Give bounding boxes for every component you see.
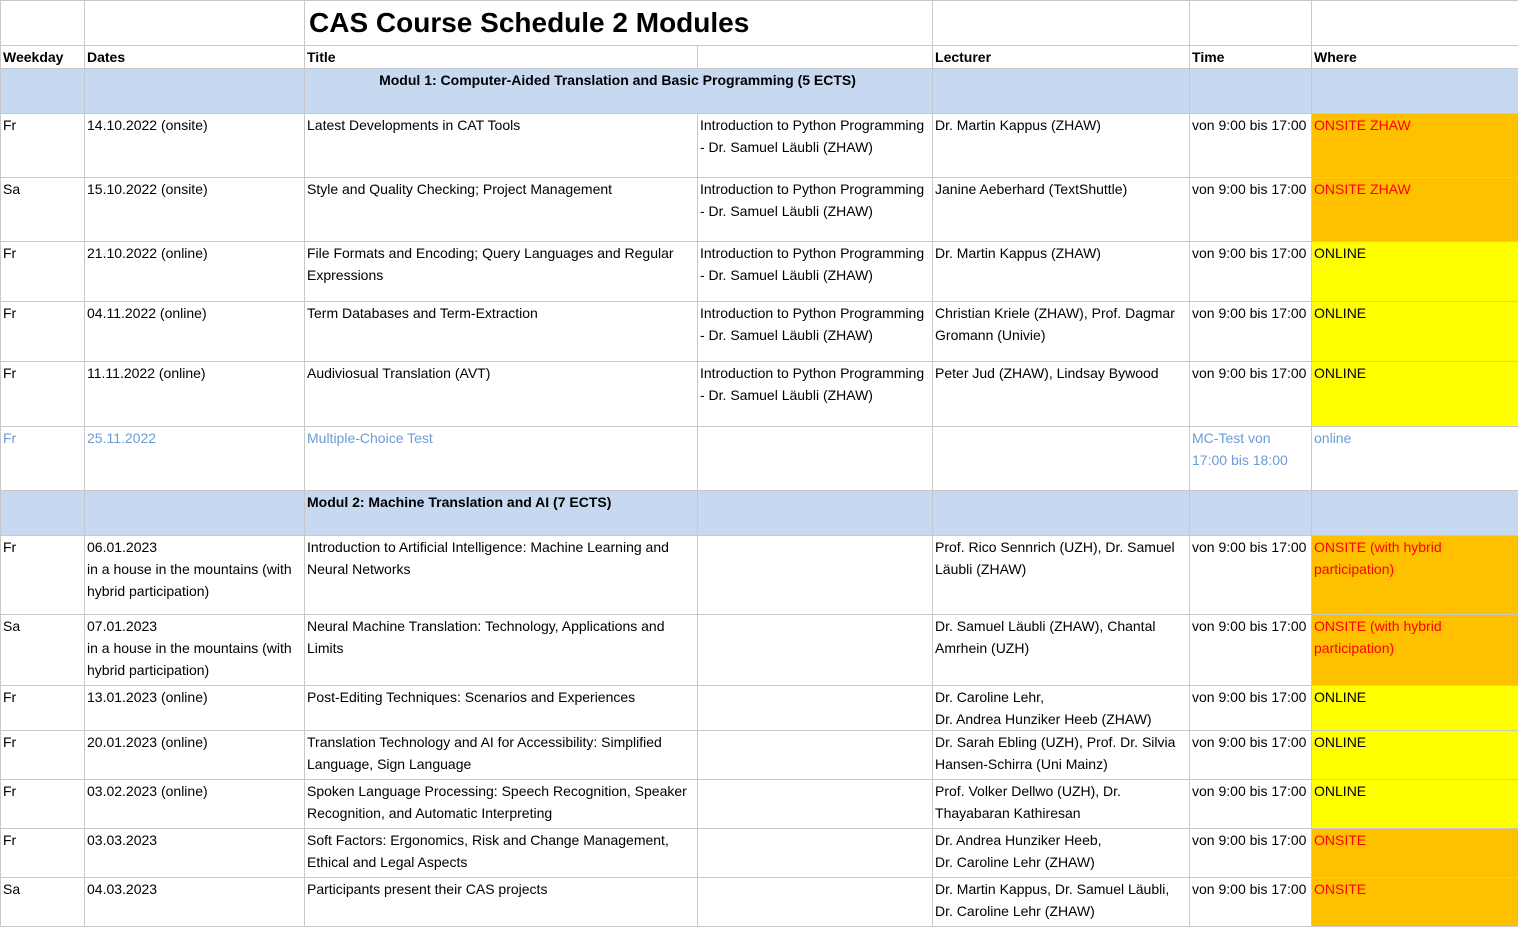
lecturer-cell[interactable] — [933, 427, 1190, 491]
title-row — [1, 1, 1518, 46]
title-cell[interactable]: Term Databases and Term-Extraction — [305, 302, 698, 362]
cell[interactable] — [1, 69, 85, 114]
where-cell[interactable]: ONLINE — [1312, 780, 1518, 829]
weekday-cell[interactable]: Fr — [1, 731, 85, 780]
title-cell[interactable]: Multiple-Choice Test — [305, 427, 698, 491]
lecturer-cell[interactable]: Peter Jud (ZHAW), Lindsay Bywood — [933, 362, 1190, 427]
sheet-title[interactable]: CAS Course Schedule 2 Modules — [305, 1, 933, 46]
cell[interactable] — [1312, 491, 1518, 536]
dates-cell[interactable]: 11.11.2022 (online) — [85, 362, 305, 427]
header-lecturer[interactable]: Lecturer — [933, 46, 1190, 69]
table-row — [1, 731, 1518, 780]
dates-cell[interactable]: 04.03.2023 — [85, 878, 305, 927]
dates-cell[interactable]: 07.01.2023 in a house in the mountains (with hybrid participation) — [85, 615, 305, 686]
dates-cell[interactable]: 25.11.2022 — [85, 427, 305, 491]
dates-cell[interactable]: 13.01.2023 (online) — [85, 686, 305, 731]
time-cell[interactable]: von 9:00 bis 17:00 — [1190, 114, 1312, 178]
table-row — [1, 302, 1518, 362]
where-cell[interactable]: ONLINE — [1312, 362, 1518, 427]
time-cell[interactable]: von 9:00 bis 17:00 — [1190, 686, 1312, 731]
title-cell[interactable]: Participants present their CAS projects — [305, 878, 698, 927]
table-row — [1, 780, 1518, 829]
dates-cell[interactable]: 21.10.2022 (online) — [85, 242, 305, 302]
title-cell[interactable]: Neural Machine Translation: Technology, Applications and Limits — [305, 615, 698, 686]
extra-cell[interactable]: Introduction to Python Programming - Dr. Samuel Läubli (ZHAW) — [698, 178, 933, 242]
title-cell[interactable]: Introduction to Artificial Intelligence: Machine Learning and Neural Networks — [305, 536, 698, 615]
time-cell[interactable]: von 9:00 bis 17:00 — [1190, 536, 1312, 615]
time-cell[interactable]: von 9:00 bis 17:00 — [1190, 878, 1312, 927]
extra-cell[interactable] — [698, 829, 933, 878]
lecturer-cell[interactable]: Dr. Andrea Hunziker Heeb, Dr. Caroline Lehr (ZHAW) — [933, 829, 1190, 878]
where-cell[interactable]: ONSITE (with hybrid participation) — [1312, 615, 1518, 686]
where-cell[interactable]: online — [1312, 427, 1518, 491]
weekday-cell[interactable]: Fr — [1, 686, 85, 731]
table-row — [1, 686, 1518, 731]
table-row — [1, 878, 1518, 927]
where-cell[interactable]: ONSITE ZHAW — [1312, 178, 1518, 242]
time-cell[interactable]: von 9:00 bis 17:00 — [1190, 178, 1312, 242]
where-cell[interactable]: ONSITE ZHAW — [1312, 114, 1518, 178]
table-row — [1, 178, 1518, 242]
cell[interactable] — [85, 1, 305, 46]
lecturer-cell[interactable]: Prof. Rico Sennrich (UZH), Dr. Samuel Läubli (ZHAW) — [933, 536, 1190, 615]
header-weekday[interactable]: Weekday — [1, 46, 85, 69]
weekday-cell[interactable]: Fr — [1, 536, 85, 615]
cell[interactable] — [1190, 1, 1312, 46]
dates-cell[interactable]: 03.03.2023 — [85, 829, 305, 878]
header-where[interactable]: Where — [1312, 46, 1518, 69]
weekday-cell[interactable]: Sa — [1, 878, 85, 927]
weekday-cell[interactable]: Sa — [1, 178, 85, 242]
extra-cell[interactable]: Introduction to Python Programming - Dr. Samuel Läubli (ZHAW) — [698, 362, 933, 427]
cell[interactable] — [933, 491, 1190, 536]
cell[interactable] — [1, 491, 85, 536]
table-row — [1, 536, 1518, 615]
where-cell[interactable]: ONLINE — [1312, 731, 1518, 780]
title-cell[interactable]: Spoken Language Processing: Speech Recognition, Speaker Recognition, and Automatic Interpreting — [305, 780, 698, 829]
cell[interactable] — [933, 69, 1190, 114]
lecturer-cell[interactable]: Dr. Martin Kappus (ZHAW) — [933, 242, 1190, 302]
table-row — [1, 829, 1518, 878]
weekday-cell[interactable]: Sa — [1, 615, 85, 686]
weekday-cell[interactable]: Fr — [1, 114, 85, 178]
cell[interactable] — [933, 1, 1190, 46]
weekday-cell[interactable]: Fr — [1, 829, 85, 878]
title-cell[interactable]: Soft Factors: Ergonomics, Risk and Change Management, Ethical and Legal Aspects — [305, 829, 698, 878]
dates-cell[interactable]: 06.01.2023 in a house in the mountains (with hybrid participation) — [85, 536, 305, 615]
lecturer-cell[interactable]: Dr. Martin Kappus (ZHAW) — [933, 114, 1190, 178]
where-cell[interactable]: ONLINE — [1312, 302, 1518, 362]
where-cell[interactable]: ONLINE — [1312, 686, 1518, 731]
dates-cell[interactable]: 03.02.2023 (online) — [85, 780, 305, 829]
where-cell[interactable]: ONSITE — [1312, 829, 1518, 878]
cell[interactable] — [1190, 491, 1312, 536]
header-dates[interactable]: Dates — [85, 46, 305, 69]
header-extra[interactable] — [698, 46, 933, 69]
weekday-cell[interactable]: Fr — [1, 780, 85, 829]
time-cell[interactable]: von 9:00 bis 17:00 — [1190, 615, 1312, 686]
table-row — [1, 427, 1518, 491]
lecturer-cell[interactable]: Dr. Samuel Läubli (ZHAW), Chantal Amrhein (UZH) — [933, 615, 1190, 686]
extra-cell[interactable] — [698, 780, 933, 829]
time-cell[interactable]: von 9:00 bis 17:00 — [1190, 731, 1312, 780]
lecturer-cell[interactable]: Dr. Sarah Ebling (UZH), Prof. Dr. Silvia Hansen-Schirra (Uni Mainz) — [933, 731, 1190, 780]
cell[interactable] — [1312, 69, 1518, 114]
where-cell[interactable]: ONLINE — [1312, 242, 1518, 302]
time-cell[interactable]: MC-Test von 17:00 bis 18:00 — [1190, 427, 1312, 491]
weekday-cell[interactable]: Fr — [1, 242, 85, 302]
module-title[interactable]: Modul 2: Machine Translation and AI (7 ECTS) — [305, 491, 698, 536]
table-row — [1, 362, 1518, 427]
lecturer-cell[interactable]: Janine Aeberhard (TextShuttle) — [933, 178, 1190, 242]
title-cell[interactable]: Style and Quality Checking; Project Management — [305, 178, 698, 242]
extra-cell[interactable] — [698, 536, 933, 615]
time-cell[interactable]: von 9:00 bis 17:00 — [1190, 829, 1312, 878]
extra-cell[interactable] — [698, 427, 933, 491]
time-cell[interactable]: von 9:00 bis 17:00 — [1190, 242, 1312, 302]
cell[interactable] — [1312, 1, 1518, 46]
header-time[interactable]: Time — [1190, 46, 1312, 69]
table-row — [1, 615, 1518, 686]
title-cell[interactable]: File Formats and Encoding; Query Languages and Regular Expressions — [305, 242, 698, 302]
cell[interactable] — [85, 491, 305, 536]
dates-cell[interactable]: 15.10.2022 (onsite) — [85, 178, 305, 242]
cell[interactable] — [698, 491, 933, 536]
lecturer-cell[interactable]: Christian Kriele (ZHAW), Prof. Dagmar Gromann (Univie) — [933, 302, 1190, 362]
extra-cell[interactable] — [698, 878, 933, 927]
title-cell[interactable]: Post-Editing Techniques: Scenarios and Experiences — [305, 686, 698, 731]
extra-cell[interactable] — [698, 686, 933, 731]
title-cell[interactable]: Audiviosual Translation (AVT) — [305, 362, 698, 427]
weekday-cell[interactable]: Fr — [1, 362, 85, 427]
dates-cell[interactable]: 20.01.2023 (online) — [85, 731, 305, 780]
cell[interactable] — [1190, 69, 1312, 114]
time-cell[interactable]: von 9:00 bis 17:00 — [1190, 302, 1312, 362]
cell[interactable] — [1, 1, 85, 46]
header-row — [1, 46, 1518, 69]
where-cell[interactable]: ONSITE — [1312, 878, 1518, 927]
where-cell[interactable]: ONSITE (with hybrid participation) — [1312, 536, 1518, 615]
title-cell[interactable]: Translation Technology and AI for Accessibility: Simplified Language, Sign Language — [305, 731, 698, 780]
extra-cell[interactable]: Introduction to Python Programming - Dr. Samuel Läubli (ZHAW) — [698, 114, 933, 178]
weekday-cell[interactable]: Fr — [1, 302, 85, 362]
module-title[interactable]: Modul 1: Computer-Aided Translation and Basic Programming (5 ECTS) — [305, 69, 933, 114]
time-cell[interactable]: von 9:00 bis 17:00 — [1190, 362, 1312, 427]
title-cell[interactable]: Latest Developments in CAT Tools — [305, 114, 698, 178]
weekday-cell[interactable]: Fr — [1, 427, 85, 491]
table-row — [1, 242, 1518, 302]
extra-cell[interactable] — [698, 731, 933, 780]
time-cell[interactable]: von 9:00 bis 17:00 — [1190, 780, 1312, 829]
extra-cell[interactable]: Introduction to Python Programming - Dr. Samuel Läubli (ZHAW) — [698, 242, 933, 302]
lecturer-cell[interactable]: Dr. Martin Kappus, Dr. Samuel Läubli, Dr. Caroline Lehr (ZHAW) — [933, 878, 1190, 927]
dates-cell[interactable]: 04.11.2022 (online) — [85, 302, 305, 362]
lecturer-cell[interactable]: Prof. Volker Dellwo (UZH), Dr. Thayabaran Kathiresan — [933, 780, 1190, 829]
cell[interactable] — [85, 69, 305, 114]
lecturer-cell[interactable]: Dr. Caroline Lehr, Dr. Andrea Hunziker Heeb (ZHAW) — [933, 686, 1190, 731]
extra-cell[interactable] — [698, 615, 933, 686]
module-row — [1, 491, 1518, 536]
module-row — [1, 69, 1518, 114]
table-row — [1, 114, 1518, 178]
dates-cell[interactable]: 14.10.2022 (onsite) — [85, 114, 305, 178]
extra-cell[interactable]: Introduction to Python Programming - Dr. Samuel Läubli (ZHAW) — [698, 302, 933, 362]
header-title[interactable]: Title — [305, 46, 698, 69]
